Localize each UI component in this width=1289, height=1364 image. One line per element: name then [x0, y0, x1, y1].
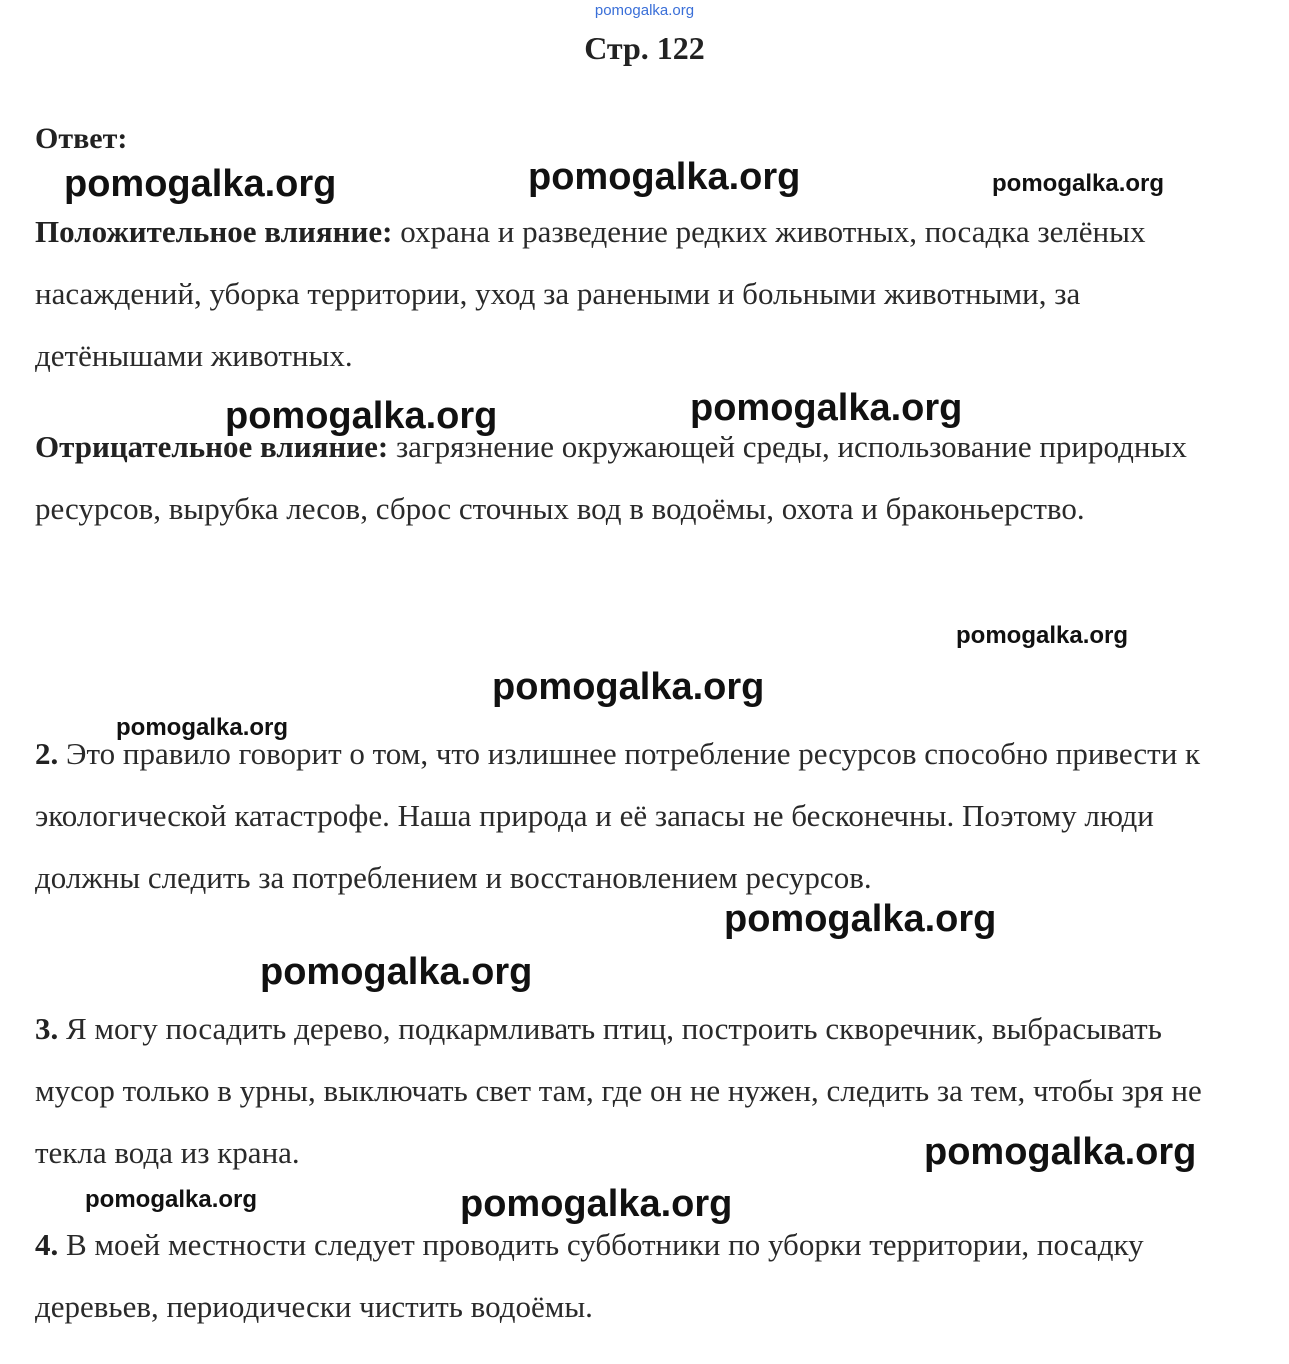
watermark: pomogalka.org [225, 395, 498, 437]
page-title: Стр. 122 [584, 30, 705, 66]
positive-influence-text: охрана и разведение редких животных, посадка зелёных насаждений, уборка территории, уход за ранеными и больными животными, за детёнышами животных. [35, 214, 1146, 373]
watermark: pomogalka.org [85, 1186, 258, 1213]
negative-influence-paragraph [35, 416, 1235, 540]
answer-item-2-text: Это правило говорит о том, что излишнее потребление ресурсов способно привести к экологической катастрофе. Наша природа и её запасы не бесконечны. Поэтому люди должны следить за потреблением и восстановлением ресурсов. [35, 736, 1201, 895]
site-link[interactable]: pomogalka.org [594, 2, 695, 19]
negative-influence-text: загрязнение окружающей среды, использование природных ресурсов, вырубка лесов, сброс сточных вод в водоёмы, охота и браконьерство. [35, 429, 1187, 526]
watermark: pomogalka.org [724, 898, 997, 940]
answer-item-4 [35, 1214, 1235, 1338]
answer-label: Ответ: [35, 122, 128, 155]
watermark: pomogalka.org [528, 156, 801, 198]
watermark: pomogalka.org [492, 666, 765, 708]
watermark: pomogalka.org [690, 387, 963, 429]
answer-item-2-number: 2. [35, 736, 59, 771]
watermark: pomogalka.org [260, 951, 533, 993]
answer-item-2 [35, 723, 1235, 909]
answer-item-4-text: В моей местности следует проводить субботники по уборки территории, посадку деревьев, периодически чистить водоёмы. [35, 1227, 1144, 1324]
watermark: pomogalka.org [924, 1131, 1197, 1173]
positive-influence-label: Положительное влияние: [35, 214, 393, 249]
watermark: pomogalka.org [956, 622, 1129, 649]
watermark: pomogalka.org [64, 163, 337, 205]
watermark: pomogalka.org [460, 1183, 733, 1225]
watermark: pomogalka.org [116, 714, 289, 741]
positive-influence-paragraph [35, 201, 1235, 387]
answer-item-4-number: 4. [35, 1227, 59, 1262]
answer-item-3-number: 3. [35, 1011, 59, 1046]
negative-influence-label: Отрицательное влияние: [35, 429, 389, 464]
watermark: pomogalka.org [992, 170, 1165, 197]
answer-item-3-text: Я могу посадить дерево, подкармливать птиц, построить скворечник, выбрасывать мусор только в урны, выключать свет там, где он не нужен, следить за тем, чтобы зря не текла вода из крана. [35, 1011, 1202, 1170]
